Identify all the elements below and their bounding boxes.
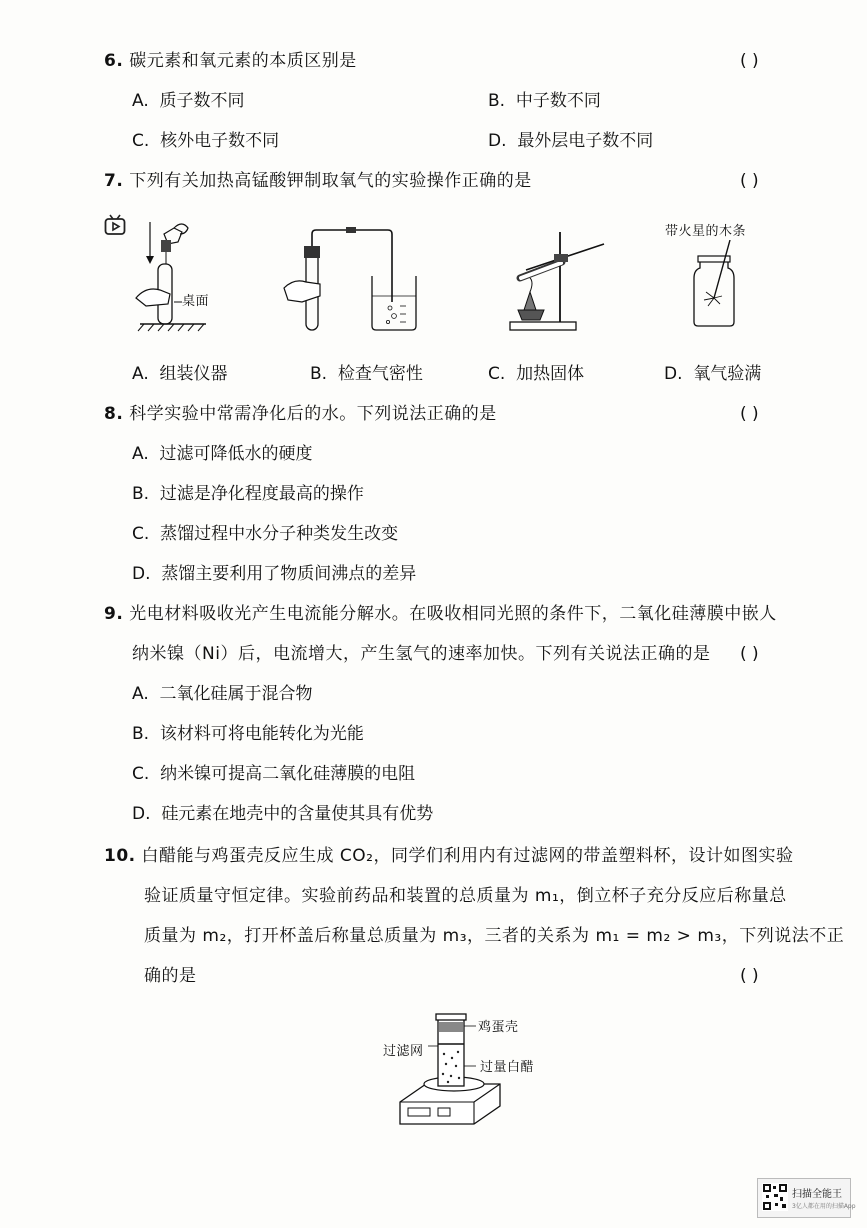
option-d — [132, 803, 433, 825]
option-text: 组装仪器 — [159, 364, 228, 384]
option-letter: A. — [132, 684, 149, 704]
option-letter: D. — [488, 131, 507, 151]
answer-bracket: ( ) — [740, 51, 759, 71]
question-9-stem-cont: 纳米镍（Ni）后，电流增大，产生氢气的速率加快。下列有关说法正确的是 — [132, 644, 711, 664]
splint-label: 带火星的木条 — [665, 224, 747, 239]
option-letter: B. — [132, 724, 150, 744]
question-text: 光电材料吸收光产生电流能分解水。在吸收相同光照的条件下，二氧化硅薄膜中嵌人 — [129, 604, 777, 624]
option-text: 该材料可将电能转化为光能 — [159, 724, 364, 744]
option-text: 加热固体 — [516, 364, 585, 384]
question-text: 碳元素和氧元素的本质区别是 — [129, 51, 357, 71]
answer-bracket: ( ) — [740, 966, 759, 986]
option-b — [132, 483, 364, 505]
option-text: 蒸馏过程中水分子种类发生改变 — [160, 524, 399, 544]
option-letter: D. — [132, 564, 151, 584]
question-8-stem — [104, 403, 497, 425]
option-text: 核外电子数不同 — [160, 131, 280, 151]
question-7-stem — [104, 170, 532, 192]
option-text: 硅元素在地壳中的含量使其具有优势 — [161, 804, 434, 824]
figure-c-heating-solid — [504, 218, 614, 332]
option-text: 过滤可降低水的硬度 — [159, 444, 313, 464]
scanner-watermark — [757, 1178, 856, 1218]
option-d — [664, 363, 761, 385]
eggshell-label: 鸡蛋壳 — [478, 1020, 519, 1035]
question-text: 下列有关加热高锰酸钾制取氧气的实验操作正确的是 — [129, 171, 532, 191]
desk-label: 桌面 — [182, 294, 210, 309]
option-b — [132, 723, 364, 745]
option-text: 纳米镍可提高二氧化硅薄膜的电阻 — [160, 764, 416, 784]
option-a — [132, 443, 313, 465]
question-9-stem — [104, 603, 777, 625]
option-letter: A. — [132, 91, 149, 111]
option-text: 蒸馏主要利用了物质间沸点的差异 — [161, 564, 417, 584]
option-text: 检查气密性 — [337, 364, 423, 384]
option-b — [310, 363, 423, 385]
question-6-stem — [104, 50, 357, 72]
option-text: 氧气验满 — [693, 364, 762, 384]
option-text: 质子数不同 — [159, 91, 245, 111]
figure-d-oxygen-full-test — [690, 240, 738, 330]
option-letter: C. — [488, 364, 506, 384]
stamp-subtitle: 3亿人都在用的扫描App — [792, 1203, 856, 1210]
question-text: 科学实验中常需净化后的水。下列说法正确的是 — [129, 404, 497, 424]
option-d — [488, 130, 653, 152]
answer-bracket: ( ) — [740, 644, 759, 664]
option-letter: A. — [132, 444, 149, 464]
option-a — [132, 683, 313, 705]
question-number: 7. — [104, 171, 124, 191]
option-c — [132, 130, 279, 152]
question-10-stem-line3: 质量为 m₂，打开杯盖后称量总质量为 m₃，三者的关系为 m₁ = m₂ > m₃，下列说法不正 — [144, 926, 845, 946]
option-letter: D. — [664, 364, 683, 384]
filter-label: 过滤网 — [383, 1044, 424, 1059]
option-letter: C. — [132, 764, 150, 784]
option-letter: B. — [132, 484, 150, 504]
stamp-title: 扫描全能王 — [792, 1189, 842, 1200]
option-text: 二氧化硅属于混合物 — [159, 684, 313, 704]
option-a — [132, 363, 228, 385]
option-d — [132, 563, 416, 585]
question-10-stem-line2: 验证质量守恒定律。实验前药品和装置的总质量为 m₁，倒立杯子充分反应后称量总 — [144, 886, 787, 906]
question-10-stem-line4: 确的是 — [144, 966, 197, 986]
option-letter: B. — [310, 364, 328, 384]
figure-b-airtightness-check — [280, 226, 420, 332]
question-text: 白醋能与鸡蛋壳反应生成 CO₂，同学们利用内有过滤网的带盖塑料杯，设计如图实验 — [141, 846, 794, 866]
option-a — [132, 90, 245, 112]
option-text: 中子数不同 — [515, 91, 601, 111]
option-text: 过滤是净化程度最高的操作 — [159, 484, 364, 504]
option-c — [488, 363, 584, 385]
question-number: 6. — [104, 51, 124, 71]
question-number: 9. — [104, 604, 124, 624]
vinegar-label: 过量白醋 — [480, 1060, 535, 1075]
option-letter: A. — [132, 364, 149, 384]
answer-bracket: ( ) — [740, 404, 759, 424]
answer-bracket: ( ) — [740, 171, 759, 191]
option-b — [488, 90, 601, 112]
option-c — [132, 523, 398, 545]
qr-code-icon — [762, 1183, 788, 1211]
option-letter: B. — [488, 91, 506, 111]
question-10-stem — [104, 845, 794, 867]
option-letter: D. — [132, 804, 151, 824]
option-letter: C. — [132, 131, 150, 151]
tv-play-icon[interactable] — [104, 214, 126, 236]
option-text: 最外层电子数不同 — [517, 131, 654, 151]
option-letter: C. — [132, 524, 150, 544]
question-number: 10. — [104, 846, 136, 866]
option-c — [132, 763, 415, 785]
question-number: 8. — [104, 404, 124, 424]
figure-a-assemble-apparatus — [130, 214, 220, 332]
